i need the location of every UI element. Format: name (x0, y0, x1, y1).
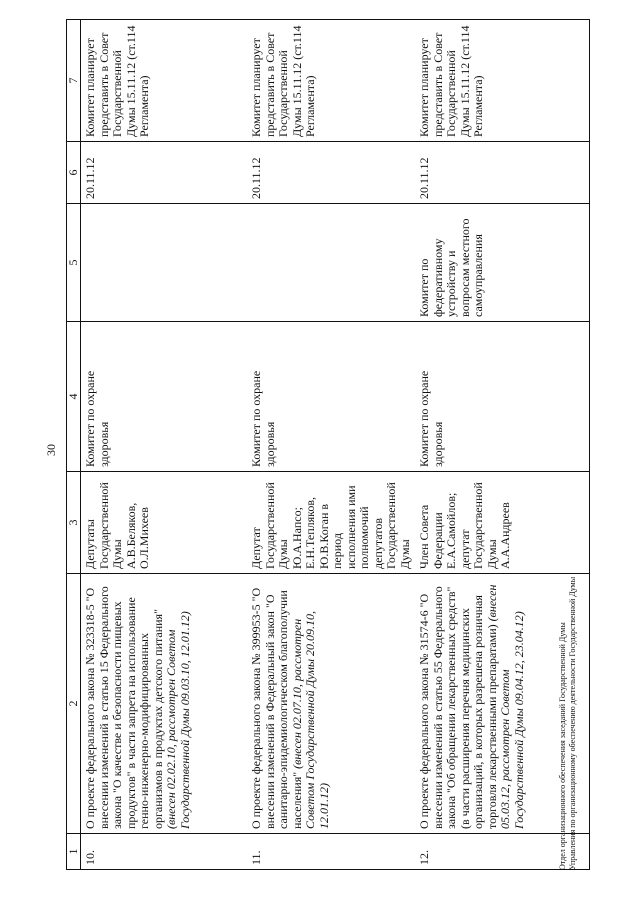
row-number: 10. (81, 834, 248, 870)
initiator: Депутат Государственной Думы Ю.А.Напсо; Е.Н.Тепляков, Ю.В.Коган в период исполнения ими полномочий депутатов Государственной Думы (247, 472, 415, 574)
column-header: 4 (67, 322, 81, 472)
date: 20.11.12 (247, 142, 415, 204)
footer-line: Управления по организационному обеспечению деятельности Государственной Думы (567, 576, 577, 870)
responsible-committee: Комитет по охране здоровья (81, 322, 248, 472)
column-header: 3 (67, 472, 81, 574)
row-number: 11. (247, 834, 415, 870)
header-row (67, 20, 81, 870)
bill-cell (81, 574, 248, 834)
row-number: 12. (415, 834, 590, 870)
bill-title: О проекте федерального закона № 323318-5 "О внесении изменений в статью 15 Федерального закона "О качестве и безопасности пищевых продуктов" в части запрета на использование генно-инженерно-модифицированных организмов в продуктах детского питания" (83, 586, 165, 829)
date: 20.11.12 (415, 142, 590, 204)
initiator: Член Совета Федерации Е.А.Самойлов; депутат Государственной Думы А.А.Андреев (415, 472, 590, 574)
co-executor (81, 204, 248, 322)
footer-line: Отдел организационного обеспечения заседаний Государственной Думы (558, 622, 567, 870)
column-header: 2 (67, 574, 81, 834)
plan-note: Комитет планирует представить в Совет Государственной Думы 15.11.12 (ст.114 Регламента) (81, 20, 248, 142)
date: 20.11.12 (81, 142, 248, 204)
table-row (81, 20, 248, 870)
bill-title: О проекте федерального закона № 399953-5 "О внесении изменений в Федеральный закон "О санитарно-эпидемиологическом благополучии населения" (249, 587, 304, 829)
responsible-committee: Комитет по охране здоровья (247, 322, 415, 472)
column-header: 6 (67, 142, 81, 204)
rotated-sheet (40, 18, 600, 882)
bill-title: О проекте федерального закона № 31574-6 "О внесении изменений в статью 55 Федерального закона "Об обращении лекарственных средств" (в части расширения перечня медицинских организаций, в которых разрешена розничная торговля лекарственными препаратами) (417, 586, 499, 829)
page-footer (558, 270, 577, 870)
page-number: 30 (44, 444, 58, 456)
column-header: 5 (67, 204, 81, 322)
initiator: Депутаты Государственной Думы А.В.Беляков, О.Л.Михеев (81, 472, 248, 574)
bill-note: (внесен 05.03.12, рассмотрен Советом Государственной Думы 09.04.12, 23.04.12) (484, 584, 526, 829)
bill-cell (247, 574, 415, 834)
responsible-committee: Комитет по охране здоровья (415, 322, 590, 472)
bills-table (66, 19, 590, 870)
plan-note: Комитет планирует представить в Совет Государственной Думы 15.11.12 (ст.114 Регламента) (247, 20, 415, 142)
plan-note: Комитет планирует представить в Совет Государственной Думы 15.11.12 (ст.114 Регламента) (415, 20, 590, 142)
column-header: 7 (67, 20, 81, 142)
co-executor: Комитет по федеративному устройству и вопросам местного самоуправления (415, 204, 590, 322)
bill-note: (внесен 02.02.10, рассмотрен Советом Государственной Думы 09.03.10, 12.01.12) (164, 611, 192, 829)
co-executor (247, 204, 415, 322)
bill-note: (внесен 02.07.10, рассмотрен Советом Государственной Думы 20.09.10, 12.01.12) (289, 610, 331, 829)
table-row (247, 20, 415, 870)
column-header: 1 (67, 834, 81, 870)
